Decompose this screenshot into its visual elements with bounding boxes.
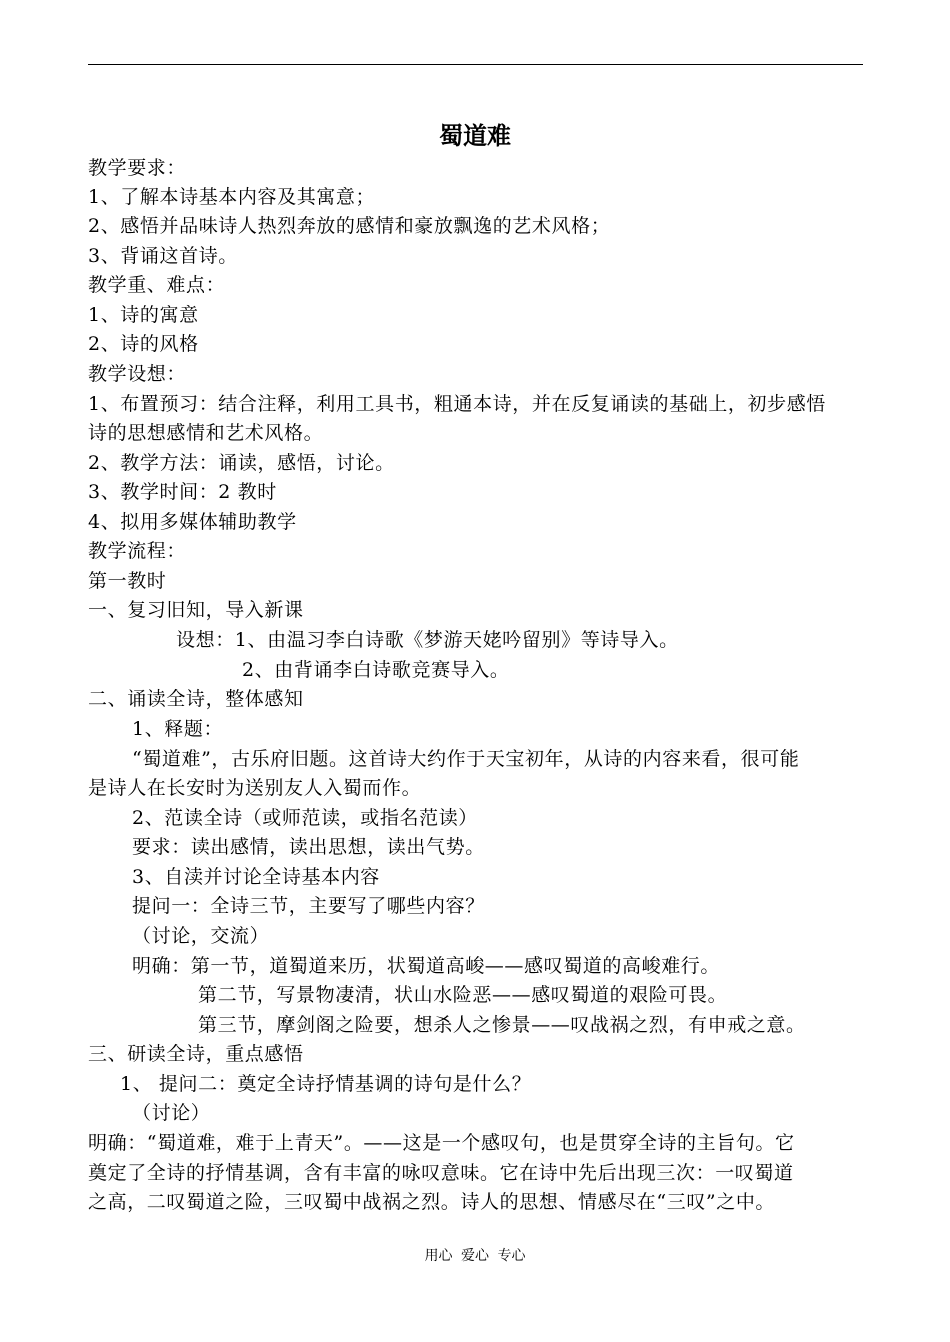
document-title: 蜀道难 [439,121,511,150]
text-line: 第三节，摩剑阁之险要，想杀人之惨景——叹战祸之烈，有申戒之意。 [198,1014,806,1036]
text-line: 4、拟用多媒体辅助教学 [88,511,297,533]
text-line: （讨论，交流） [132,925,270,947]
text-line: 之高，二叹蜀道之险，三叹蜀中战祸之烈。诗人的思想、情感尽在“三叹”之中。 [88,1191,776,1213]
text-line: 2、由背诵李白诗歌竞赛导入。 [242,659,510,681]
text-line: 教学要求： [88,157,187,179]
text-line: 1、布置预习：结合注释，利用工具书，粗通本诗，并在反复诵读的基础上，初步感悟 [88,393,826,415]
text-line: 1、释题： [132,718,224,740]
header-rule [88,64,863,65]
text-line: 第一教时 [88,570,167,592]
text-line: 设想：1、由温习李白诗歌《梦游天姥吟留别》等诗导入。 [176,629,679,651]
text-line: “蜀道难”，古乐府旧题。这首诗大约作于天宝初年，从诗的内容来看，很可能 [132,748,800,770]
text-line: 奠定了全诗的抒情基调，含有丰富的咏叹意味。它在诗中先后出现三次：一叹蜀道 [88,1162,794,1184]
text-line: 3、教学时间：2 教时 [88,481,277,503]
text-line: 三、研读全诗，重点感悟 [88,1043,304,1065]
text-line: 二、诵读全诗，整体感知 [88,688,304,710]
text-line: 提问一：全诗三节，主要写了哪些内容？ [132,895,485,917]
text-line: 2、教学方法：诵读，感悟，讨论。 [88,452,395,474]
text-line: 1、诗的寓意 [88,304,199,326]
text-line: 2、感悟并品味诗人热烈奔放的感情和豪放飘逸的艺术风格； [88,215,611,237]
page-footer: 用心 爱心 专心 [424,1248,526,1264]
text-line: （讨论） [132,1102,211,1124]
text-line: 教学流程： [88,540,187,562]
text-line: 3、自渎并讨论全诗基本内容 [132,866,380,888]
text-line: 一、复习旧知，导入新课 [88,599,304,621]
text-line: 3、背诵这首诗。 [88,245,238,267]
text-line: 1、 提问二：奠定全诗抒情基调的诗句是什么？ [120,1073,532,1095]
text-line: 明确：第一节，道蜀道来历，状蜀道高峻——感叹蜀道的高峻难行。 [132,955,721,977]
text-line: 2、诗的风格 [88,333,199,355]
text-line: 要求：读出感情，读出思想，读出气势。 [132,836,485,858]
text-line: 诗的思想感情和艺术风格。 [88,422,324,444]
text-line: 明确：“蜀道难，难于上青天”。——这是一个感叹句，也是贯穿全诗的主旨句。它 [88,1132,795,1154]
text-line: 1、了解本诗基本内容及其寓意； [88,186,376,208]
text-line: 是诗人在长安时为送别友人入蜀而作。 [88,777,422,799]
text-line: 第二节，写景物凄清，状山水险恶——感叹蜀道的艰险可畏。 [198,984,728,1006]
text-line: 教学重、难点： [88,274,226,296]
text-line: 2、范读全诗（或师范读，或指名范读） [132,807,478,829]
text-line: 教学设想： [88,363,187,385]
